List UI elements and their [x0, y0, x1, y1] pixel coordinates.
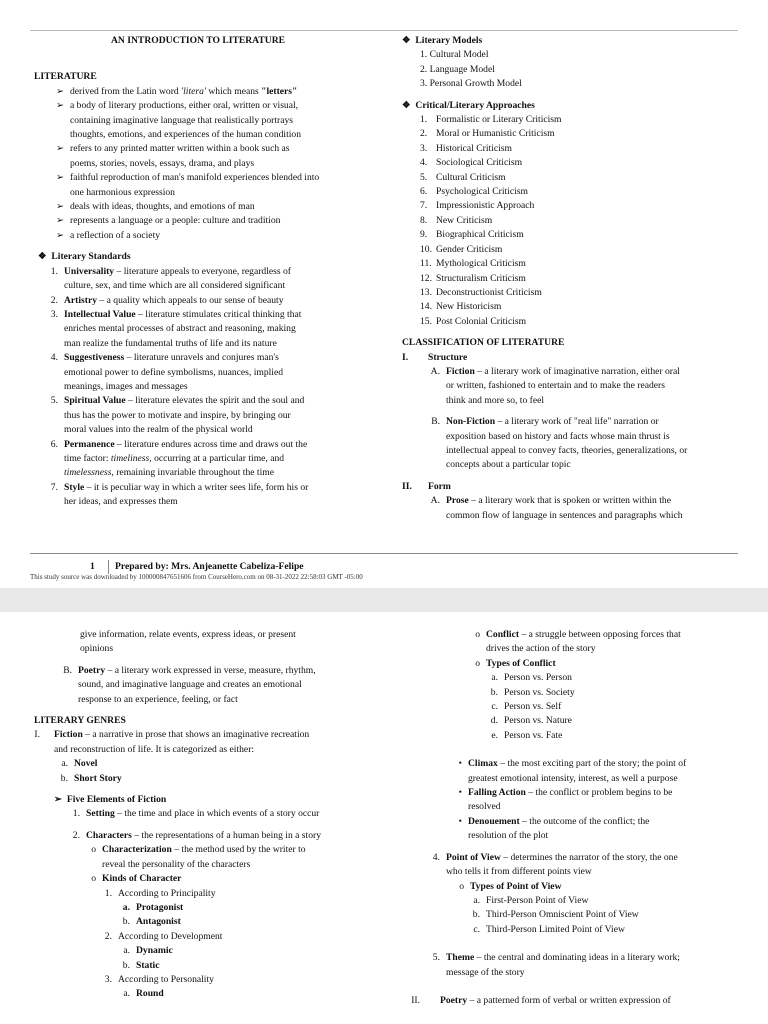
conflict-type-item [402, 714, 742, 728]
conflict-type-mark: e. [491, 729, 498, 741]
pov-type-label: Third-Person Omniscient Point of View [486, 909, 639, 921]
definition-line: think and more so, to feel [446, 394, 545, 406]
literature-item [34, 214, 374, 228]
definition-line: reveal the personality of the characters [102, 858, 251, 870]
literature-item-line: containing imaginative language that realistically portrays [70, 114, 293, 126]
definition-line [486, 628, 742, 642]
pov-type-item [402, 923, 742, 937]
page-number: 1 [90, 561, 95, 572]
page1-right-column [402, 34, 742, 523]
standard-text [64, 394, 374, 437]
literature-item-line: represents a language or a people: culture and tradition [70, 215, 281, 227]
literature-item [34, 229, 374, 243]
approach-label: Impressionistic Approach [436, 200, 535, 212]
prose-continued [34, 628, 384, 657]
definition-line: resolved [468, 801, 501, 813]
definition-line: exposition based on history and facts whose main thrust is [446, 430, 670, 442]
standard-term: Artistry [64, 294, 98, 306]
approach-label: Mythological Criticism [436, 258, 526, 270]
approach-number: 5. [420, 171, 428, 183]
denouement-item [402, 815, 742, 844]
approach-item [402, 142, 742, 156]
definition-line: intellectual appeal to convey facts, theories, generalizations, or [446, 444, 688, 456]
standard-number: 4. [50, 352, 58, 364]
circle-bullet-icon: o [475, 657, 480, 669]
standard-line [64, 452, 374, 466]
approach-label: Deconstructionist Criticism [436, 286, 542, 298]
dynamic-item: a. Dynamic [123, 945, 173, 957]
latin-word: 'litera' [181, 85, 206, 97]
conflict-type-item [402, 686, 742, 700]
approach-item [402, 127, 742, 141]
definition-line [446, 851, 742, 865]
conflict-type-mark: a. [491, 672, 498, 684]
approach-item [402, 272, 742, 286]
conflict-type-mark: c. [491, 701, 498, 713]
standard-text [64, 294, 374, 308]
definition-text: – the conflict or problem begins to be [525, 787, 673, 799]
approach-item [402, 257, 742, 271]
approach-number: 3. [420, 142, 428, 154]
standard-def: – literature stimulates critical thinking that [135, 308, 302, 320]
arrow-bullet-icon: ➢ [55, 100, 64, 112]
fiction-type-item [34, 772, 384, 786]
definition-line [78, 664, 384, 678]
page2-left-column [34, 628, 384, 1002]
protagonist-item: a. Protagonist [122, 901, 184, 913]
arrow-bullet-icon: ➢ [55, 201, 64, 213]
standard-line [64, 394, 374, 408]
principality-item: 1. According to Principality [104, 887, 216, 899]
literature-item-line: a reflection of a society [70, 229, 161, 241]
standard-line: emotional power to define symbolisms, nuances, implied [64, 366, 284, 378]
text: derived from the Latin word [70, 85, 182, 97]
literature-item-text [70, 200, 374, 214]
standard-line: man realize the fundamental truths of life and its nature [64, 337, 277, 349]
literature-item-line: deals with ideas, thoughts, and emotions of man [70, 201, 255, 213]
standard-item [34, 351, 374, 394]
development-item: 2. According to Development [104, 930, 223, 942]
climax-item [402, 757, 742, 786]
definition-line: response to an experience, feeling, or fact [78, 693, 238, 705]
literature-item [34, 171, 374, 200]
pov-type-item [402, 908, 742, 922]
point-of-view-item: 4. Point of View – determines the narrator of the story, the one who tells it from different points view [402, 851, 742, 880]
literature-item-text [70, 99, 374, 142]
standards-heading: ❖ Literary Standards [38, 251, 131, 263]
definition-text: – the most exciting part of the story; the point of [497, 758, 687, 770]
definition-text: – a literary work of "real life" narration or [495, 416, 659, 428]
static-item: b. Static [122, 959, 160, 971]
circle-bullet-icon: o [91, 873, 96, 885]
definition-line: message of the story [446, 966, 525, 978]
definition-term: Fiction [54, 729, 83, 741]
standard-term: Style [64, 481, 85, 493]
approach-item [402, 185, 742, 199]
standard-number: 1. [50, 265, 58, 277]
approach-number: 4. [420, 157, 428, 169]
definition-line: drives the action of the story [486, 643, 596, 655]
definition-line [468, 757, 742, 771]
text: which means [205, 85, 262, 97]
approach-label: Biographical Criticism [436, 229, 524, 241]
approach-label: Psychological Criticism [436, 186, 528, 198]
definition-line [54, 728, 384, 742]
definition-line [468, 786, 742, 800]
approach-number: 13. [420, 286, 432, 298]
approach-item [402, 300, 742, 314]
standard-def: – literature unravels and conjures man's [124, 352, 279, 364]
conflict-type-item [402, 700, 742, 714]
literature-item [34, 99, 374, 142]
approach-label: New Criticism [436, 214, 493, 226]
literature-item-text [70, 229, 374, 243]
definition-term: Fiction [446, 365, 475, 377]
standard-item [34, 265, 374, 294]
pov-type-mark: b. [472, 909, 480, 921]
definition-line: resolution of the plot [468, 830, 549, 842]
characters-item: 2. Characters – the representations of a human being in a story [72, 829, 321, 841]
definition-line: or written, fashioned to entertain and to make the readers [446, 380, 665, 392]
pov-type-mark: c. [473, 923, 480, 935]
approach-number: 15. [420, 315, 432, 327]
standard-line: enriches mental processes of abstract and reasoning, making [64, 323, 296, 335]
diamond-bullet-icon: ❖ [402, 99, 411, 111]
page-2 [0, 612, 768, 1024]
fiction-definition: A. Fiction – a literary work of imaginative narration, either oral or written, fashioned to entertain and to make the readers think and more so, to feel [402, 365, 742, 408]
definition-text: – determines the narrator of the story, the one [500, 851, 678, 863]
text: time factor: [64, 452, 111, 464]
antagonist-item: b. Antagonist [122, 916, 181, 928]
timelessness: timelessness, [64, 467, 114, 479]
arrow-bullet-icon: ➢ [55, 229, 64, 241]
five-elements-heading: ➢ Five Elements of Fiction [54, 794, 167, 806]
page-footer [30, 553, 738, 572]
literature-item-line: poems, stories, novels, essays, drama, and plays [70, 157, 255, 169]
standard-term: Spiritual Value [64, 395, 126, 407]
pov-type-mark: a. [473, 894, 480, 906]
conflict-type-mark: b. [490, 686, 498, 698]
definition-term: Theme [446, 952, 475, 964]
model-item: 1. Cultural Model [420, 49, 489, 61]
model-item: 2. Language Model [420, 63, 495, 75]
standard-line [64, 308, 374, 322]
pov-type-item [402, 894, 742, 908]
approach-number: 9. [420, 229, 428, 241]
definition-text: – a literary work that is spoken or written within the [468, 495, 671, 507]
kinds-heading: o Kinds of Character [34, 872, 384, 886]
standard-text [64, 438, 374, 481]
definition-term: Non-Fiction [446, 416, 496, 428]
arrow-bullet-icon: ➢ [55, 172, 64, 184]
literature-item-text [70, 85, 374, 99]
literature-item [34, 200, 374, 214]
definition-line: common flow of language in sentences and paragraphs which [446, 509, 683, 521]
fiction-type-mark: a. [61, 758, 68, 770]
models-list [402, 48, 742, 91]
definition-text: – a narrative in prose that shows an imaginative recreation [82, 729, 310, 741]
types-conflict-heading: o Types of Conflict [402, 657, 742, 671]
text: occurring at a particular time, and [151, 452, 285, 464]
definition-line: greatest emotional intensity, interest, as well a purpose [468, 772, 678, 784]
approach-label: Structuralism Criticism [436, 272, 526, 284]
literature-item-text [70, 142, 374, 171]
standard-item [34, 481, 374, 510]
standard-number: 6. [50, 438, 58, 450]
text: remaining invariable throughout the time [113, 467, 274, 479]
definition-line [468, 815, 742, 829]
literature-heading: LITERATURE [34, 71, 97, 83]
definition-line [446, 494, 742, 508]
definition-text: – a struggle between opposing forces that [519, 629, 681, 640]
literature-item-text [70, 214, 374, 228]
standard-term: Universality [64, 265, 115, 277]
approach-label: New Historicism [436, 301, 502, 313]
standard-text [64, 351, 374, 394]
approaches-heading: ❖ Critical/Literary Approaches [402, 99, 535, 111]
standard-item [34, 294, 374, 308]
standard-number: 3. [50, 308, 58, 320]
standard-line [64, 481, 374, 495]
standard-def: – a quality which appeals to our sense of beauty [97, 294, 284, 306]
approach-label: Sociological Criticism [436, 157, 523, 169]
fiction-types [34, 757, 384, 786]
standard-term: Intellectual Value [64, 308, 136, 320]
standard-number: 2. [50, 294, 58, 306]
models-heading: ❖ Literary Models [402, 35, 483, 46]
definition-text: – the outcome of the conflict; the [519, 815, 650, 827]
standard-term: Suggestiveness [64, 352, 125, 364]
standard-def: – literature endures across time and draws out the [114, 438, 308, 450]
genres-heading: LITERARY GENRES [34, 715, 126, 727]
falling-action-item [402, 786, 742, 815]
page2-right-column [402, 628, 742, 1008]
standard-number: 7. [50, 481, 58, 493]
definition-line [102, 843, 384, 857]
definition-term: Denouement [468, 815, 520, 827]
fiction-type-label: Short Story [74, 772, 122, 784]
standard-def: – literature appeals to everyone, regardless of [114, 265, 291, 277]
conflict-item [402, 628, 742, 657]
definition-term: Conflict [486, 629, 520, 640]
classification-heading: CLASSIFICATION OF LITERATURE [402, 337, 565, 349]
standard-line [64, 466, 374, 480]
standard-text [64, 481, 374, 510]
pov-type-label: First-Person Point of View [486, 894, 589, 906]
standard-text [64, 265, 374, 294]
approach-item [402, 156, 742, 170]
literature-item-line: refers to any printed matter written within a book such as [70, 143, 290, 155]
literature-item-line [70, 85, 374, 99]
fiction-type-item [34, 757, 384, 771]
definition-term: Climax [468, 758, 498, 770]
arrow-bullet-icon: ➢ [55, 215, 64, 227]
timeliness: timeliness, [110, 452, 152, 464]
approach-label: Moral or Humanistic Criticism [436, 128, 555, 140]
standard-def: – literature elevates the spirit and the soul and [125, 395, 305, 407]
standard-line: her ideas, and expresses them [64, 496, 178, 508]
types-pov-heading: o Types of Point of View [402, 880, 742, 894]
diamond-bullet-icon: ❖ [38, 251, 47, 263]
definition-term: Falling Action [468, 787, 526, 799]
top-rule [30, 30, 738, 31]
definition-line: concepts about a particular topic [446, 459, 571, 471]
model-item: 3. Personal Growth Model [420, 78, 522, 90]
approach-number: 2. [420, 128, 428, 140]
approaches-list [402, 113, 742, 329]
approach-label: Gender Criticism [436, 243, 503, 255]
definition-term: Characterization [102, 844, 172, 856]
pov-type-label: Third-Person Limited Point of View [486, 923, 625, 935]
standard-line [64, 294, 374, 308]
approach-item [402, 286, 742, 300]
conflict-type-label: Person vs. Person [504, 672, 572, 684]
literature-item-line: a body of literary productions, either oral, written or visual, [70, 100, 299, 112]
standard-item [34, 308, 374, 351]
approach-item [402, 228, 742, 242]
approach-number: 7. [420, 200, 428, 212]
prose-line: give information, relate events, express ideas, or present [80, 629, 296, 640]
definition-term: Prose [446, 495, 469, 507]
standard-line [64, 265, 374, 279]
literature-item-line: faithful reproduction of man's manifold experiences blended into [70, 172, 320, 184]
conflict-type-label: Person vs. Nature [504, 715, 572, 727]
standard-item [34, 394, 374, 437]
bullet-icon: • [458, 815, 462, 827]
literature-item-line: thoughts, emotions, and experiences of the human condition [70, 129, 301, 141]
literature-item [34, 142, 374, 171]
circle-bullet-icon: o [459, 880, 464, 892]
form-heading: II. Form [402, 480, 451, 492]
approach-label: Cultural Criticism [436, 171, 506, 183]
structure-heading: I. Structure [402, 351, 468, 363]
approach-number: 8. [420, 214, 428, 226]
conflict-type-item [402, 729, 742, 743]
emphasis: "letters" [261, 85, 298, 97]
page-title: AN INTRODUCTION TO LITERATURE [111, 35, 286, 46]
approach-item [402, 214, 742, 228]
pov-list [402, 894, 742, 937]
approach-number: 11. [420, 258, 432, 270]
approach-number: 12. [420, 272, 432, 284]
approach-item [402, 315, 742, 329]
bullet-icon: • [458, 787, 462, 799]
literature-list [34, 85, 374, 243]
source-notice: This study source was downloaded by 100000847651606 from CourseHero.com on 08-31-2022 22:58:03 GMT -05:00 [30, 573, 363, 581]
definition-line [446, 951, 742, 965]
approach-number: 10. [420, 243, 432, 255]
definition-line [446, 365, 742, 379]
personality-item: 3. According to Personality [104, 973, 214, 985]
standard-def: – it is peculiar way in which a writer sees life, form his or [84, 481, 309, 493]
standard-line: meanings, images and messages [64, 380, 188, 392]
circle-bullet-icon: o [91, 844, 96, 856]
standards-list [34, 265, 374, 510]
literature-item-text [70, 171, 374, 200]
standard-line: moral values into the realm of the physical world [64, 424, 253, 436]
standard-line: culture, sex, and time which are all considered significant [64, 280, 286, 292]
definition-line: sound, and imaginative language and creates an emotional [78, 679, 302, 691]
arrow-bullet-icon: ➢ [55, 85, 64, 97]
poetry-definition: B. Poetry – a literary work expressed in verse, measure, rhythm, sound, and imaginative language and creates an emotional response to an experience, feeling, or fact [34, 664, 384, 707]
definition-line: who tells it from different points view [446, 866, 592, 878]
literature-item [34, 85, 374, 99]
conflict-type-label: Person vs. Fate [504, 729, 563, 741]
arrow-bullet-icon: ➢ [54, 794, 63, 806]
approach-item [402, 243, 742, 257]
theme-item: 5. Theme – the central and dominating ideas in a literary work; message of the story [402, 951, 742, 980]
literature-item-line: one harmonious expression [70, 186, 175, 198]
standard-line [64, 351, 374, 365]
conflict-list [402, 671, 742, 743]
approach-label: Historical Criticism [436, 142, 512, 154]
definition-line: and reconstruction of life. It is categorized as either: [54, 743, 255, 755]
definition-line [446, 415, 742, 429]
approach-label: Formalistic or Literary Criticism [436, 114, 562, 126]
prose-definition: A. Prose – a literary work that is spoken or written within the common flow of language in sentences and paragraphs which [402, 494, 742, 523]
definition-term: Poetry [78, 664, 106, 676]
prose-line: opinions [80, 643, 114, 655]
standard-term: Permanence [64, 438, 115, 450]
fiction-genre: I. Fiction – a narrative in prose that shows an imaginative recreation and reconstruction of life. It is categorized as either: [34, 728, 384, 757]
standard-text [64, 308, 374, 351]
prepared-by: Prepared by: Mrs. Anjeanette Cabeliza-Felipe [108, 560, 304, 574]
conflict-type-label: Person vs. Society [504, 686, 575, 698]
arrow-bullet-icon: ➢ [55, 143, 64, 155]
approach-item [402, 199, 742, 213]
poetry-genre: II. Poetry – a patterned form of verbal or written expression of [411, 994, 671, 1006]
standard-line: thus has the power to motivate and inspire, by bringing our [64, 409, 291, 421]
conflict-type-item [402, 671, 742, 685]
characterization-item [34, 843, 384, 872]
nonfiction-definition: B. Non-Fiction – a literary work of "real life" narration or exposition based on history and facts whose main thrust is intellectual appeal to convey facts, theories, generalizations, or concepts about a particular topic [402, 415, 742, 473]
definition-text: – a literary work expressed in verse, measure, rhythm, [105, 664, 316, 676]
definition-text: – a literary work of imaginative narration, either oral [474, 365, 680, 377]
approach-number: 6. [420, 186, 428, 198]
setting-item: 1. Setting – the time and place in which events of a story occur [72, 808, 320, 820]
approach-number: 1. [420, 114, 428, 126]
fiction-type-mark: b. [60, 772, 68, 784]
page1-left-column [34, 34, 374, 510]
standard-number: 5. [50, 395, 58, 407]
standard-item [34, 438, 374, 481]
definition-text: – the central and dominating ideas in a literary work; [474, 952, 680, 964]
standard-line [64, 438, 374, 452]
approach-item [402, 113, 742, 127]
circle-bullet-icon: o [475, 629, 480, 640]
conflict-type-mark: d. [490, 715, 498, 727]
approach-number: 14. [420, 301, 432, 313]
approach-item [402, 171, 742, 185]
conflict-type-label: Person vs. Self [504, 701, 562, 713]
approach-label: Post Colonial Criticism [436, 315, 527, 327]
diamond-bullet-icon: ❖ [402, 35, 411, 46]
definition-term: Point of View [446, 851, 501, 863]
fiction-type-label: Novel [74, 758, 98, 770]
round-item: a. Round [123, 988, 164, 1000]
bullet-icon: • [458, 758, 462, 770]
definition-text: – the method used by the writer to [171, 844, 306, 856]
